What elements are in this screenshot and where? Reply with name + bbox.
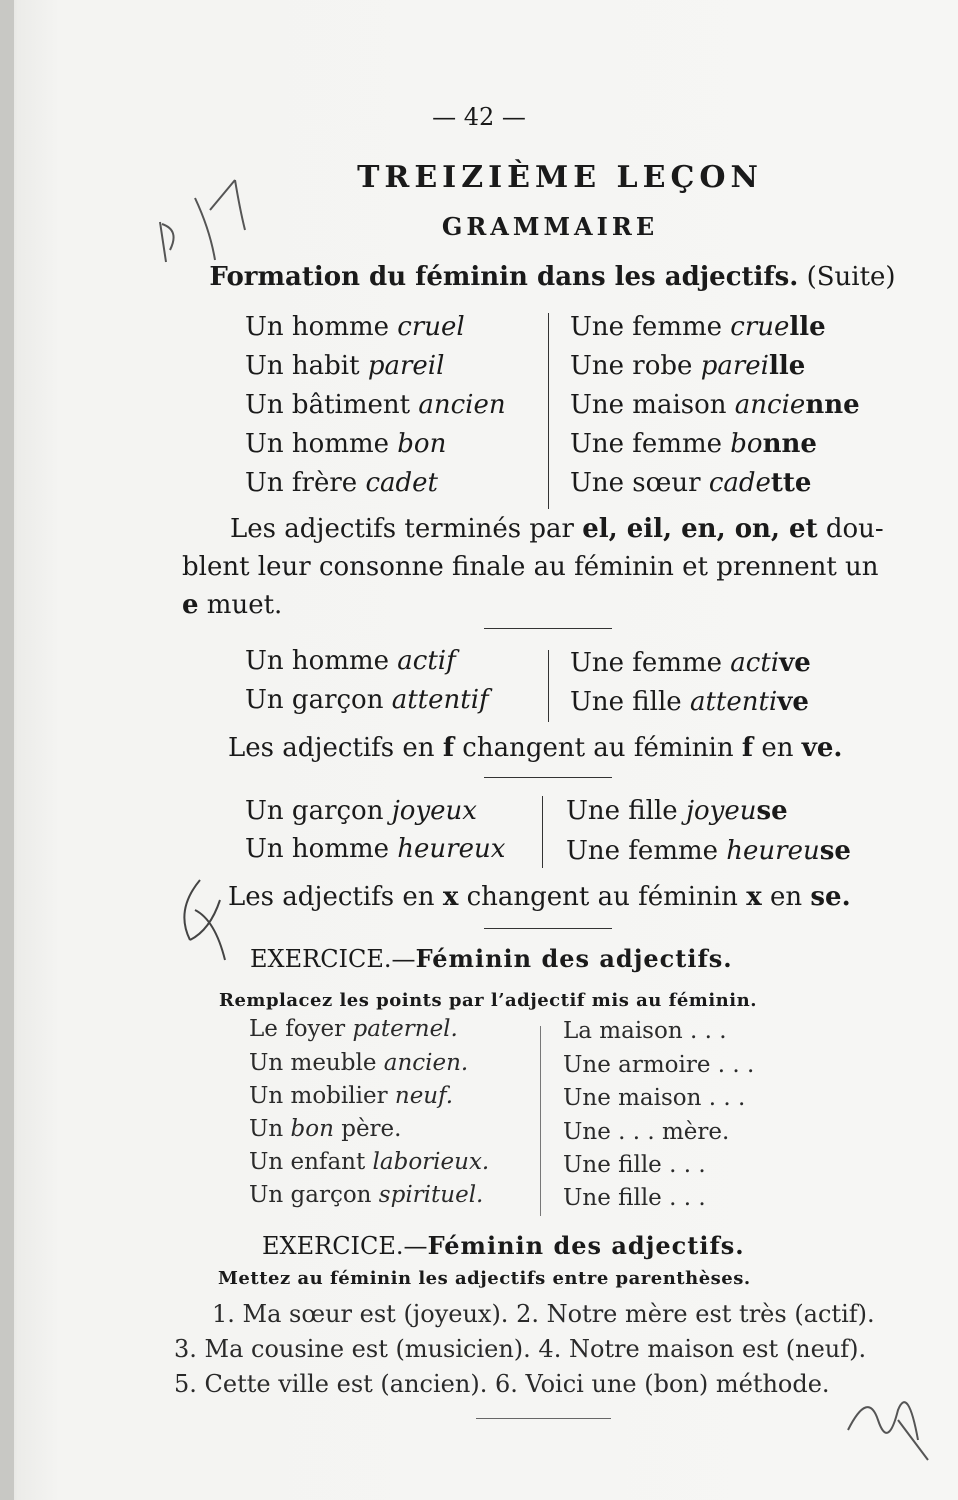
exercise-row-right: La maison . . . bbox=[563, 1018, 727, 1044]
table-row-left: Un bâtiment ancien bbox=[245, 390, 506, 420]
exercise-row-left: Un mobilier neuf. bbox=[249, 1083, 454, 1109]
exercise-row-left: Un enfant laborieux. bbox=[249, 1149, 490, 1175]
table-row-right: Une fille joyeuse bbox=[566, 796, 788, 826]
heading-bold: Formation du féminin dans les adjectifs. bbox=[209, 262, 799, 292]
exercise-row-right: Une armoire . . . bbox=[563, 1052, 755, 1078]
pencil-mark-margin bbox=[170, 870, 240, 970]
divider-rule bbox=[484, 777, 612, 778]
divider-rule bbox=[484, 928, 612, 929]
table-row-left: Un homme heureux bbox=[245, 834, 506, 864]
table-row-right: Une femme cruelle bbox=[570, 312, 826, 342]
exercise-row-right: Une fille . . . bbox=[563, 1185, 706, 1211]
exercise-1-heading: EXERCICE.—Féminin des adjectifs. bbox=[250, 944, 733, 973]
divider-rule bbox=[484, 628, 612, 629]
table-row-right: Une femme bonne bbox=[570, 429, 817, 459]
exercise-2-line: 3. Ma cousine est (musicien). 4. Notre maison est (neuf). bbox=[174, 1335, 867, 1363]
table-row-left: Un homme cruel bbox=[245, 312, 465, 342]
column-divider bbox=[548, 650, 549, 722]
rule-paragraph-1-line-2: blent leur consonne finale au féminin et prennent un bbox=[182, 552, 879, 582]
lesson-title: TREIZIÈME LEÇON bbox=[357, 160, 763, 195]
pencil-signature-bottom bbox=[838, 1380, 938, 1470]
exercise-1-instruction: Remplacez les points par l’adjectif mis au féminin. bbox=[219, 990, 757, 1011]
exercise-2-instruction: Mettez au féminin les adjectifs entre parenthèses. bbox=[218, 1268, 751, 1289]
page-number: — 42 — bbox=[432, 103, 526, 131]
column-divider bbox=[540, 1026, 541, 1216]
table-row-right: Une robe pareille bbox=[570, 351, 806, 381]
rule-paragraph-3: Les adjectifs en x changent au féminin x en se. bbox=[228, 882, 851, 912]
exercise-2-line: 5. Cette ville est (ancien). 6. Voici une (bon) méthode. bbox=[174, 1370, 830, 1398]
table-row-right: Une sœur cadette bbox=[570, 468, 812, 498]
exercise-2-heading: EXERCICE.—Féminin des adjectifs. bbox=[262, 1231, 745, 1260]
table-row-right: Une maison ancienne bbox=[570, 390, 860, 420]
table-row-right: Une femme active bbox=[570, 648, 811, 678]
exercise-row-left: Le foyer paternel. bbox=[249, 1016, 458, 1042]
heading-suffix: (Suite) bbox=[806, 262, 896, 292]
table-row-left: Un garçon attentif bbox=[245, 685, 489, 715]
table-row-left: Un homme bon bbox=[245, 429, 447, 459]
column-divider bbox=[548, 313, 549, 509]
table-row-left: Un garçon joyeux bbox=[245, 796, 477, 826]
exercise-row-right: Une . . . mère. bbox=[563, 1119, 730, 1145]
rule-paragraph-1-line-3: e muet. bbox=[182, 590, 283, 620]
table-row-right: Une femme heureuse bbox=[566, 836, 851, 866]
pencil-scribble-top bbox=[140, 140, 270, 270]
exercise-row-left: Un bon père. bbox=[249, 1116, 402, 1142]
rule-paragraph-1-line-1: Les adjectifs terminés par el, eil, en, on, et dou- bbox=[230, 514, 884, 544]
table-row-left: Un frère cadet bbox=[245, 468, 438, 498]
exercise-row-left: Un meuble ancien. bbox=[249, 1050, 469, 1076]
table-row-left: Un homme actif bbox=[245, 646, 456, 676]
exercise-row-right: Une fille . . . bbox=[563, 1152, 706, 1178]
table-row-right: Une fille attentive bbox=[570, 687, 809, 717]
section-subtitle: GRAMMAIRE bbox=[441, 212, 659, 241]
exercise-row-left: Un garçon spirituel. bbox=[249, 1182, 484, 1208]
column-divider bbox=[542, 796, 543, 868]
divider-rule bbox=[476, 1418, 611, 1419]
rule-paragraph-2: Les adjectifs en f changent au féminin f en ve. bbox=[228, 733, 843, 763]
exercise-row-right: Une maison . . . bbox=[563, 1085, 746, 1111]
exercise-2-line: 1. Ma sœur est (joyeux). 2. Notre mère est très (actif). bbox=[212, 1300, 875, 1328]
table-row-left: Un habit pareil bbox=[245, 351, 445, 381]
